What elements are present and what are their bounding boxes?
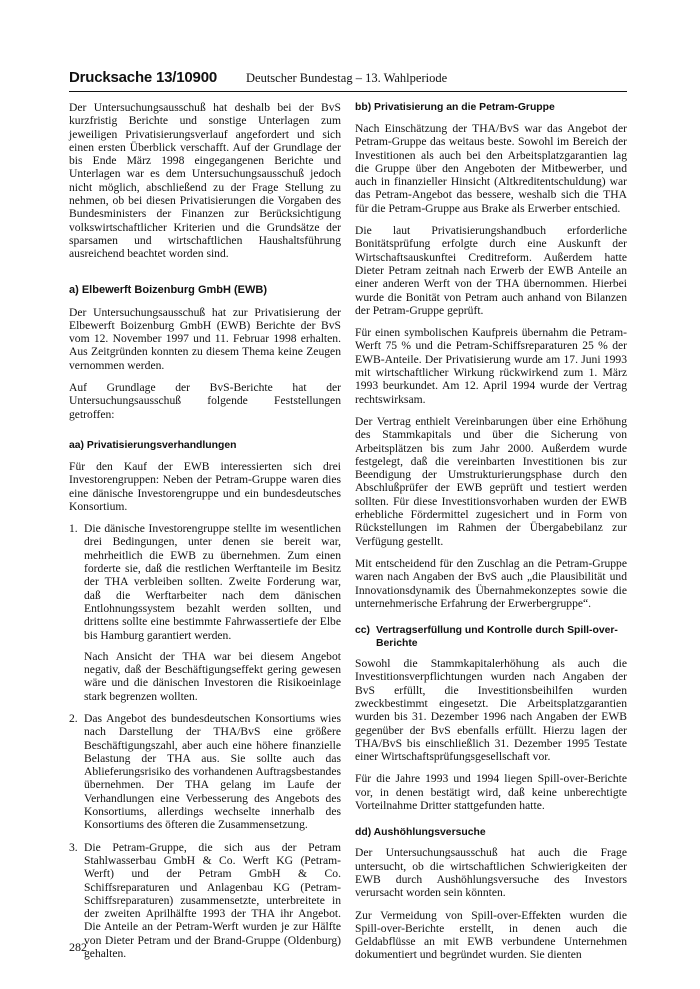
heading-text: Vertragserfüllung und Kontrolle durch Spill-over-Berichte bbox=[376, 625, 618, 650]
section-heading-ewb: a) Elbewerft Boizenburg GmbH (EWB) bbox=[69, 283, 267, 296]
investor-list bbox=[69, 522, 341, 960]
page-header bbox=[69, 69, 627, 89]
list-item bbox=[69, 841, 341, 961]
paragraph: Das Angebot des bundesdeutschen Konsortiums wies nach Darstellung der THA/BvS eine größere Beschäftigungszahl, aber auch eine höhere finanzielle Belastung der THA aus. Sie sollte auch das Ablieferungsrisiko des vorhandenen Auftragsbestandes übernehmen. Der THA gelang im Laufe der Verhandlungen eine Verbesserung des Angebots des Konsortiums, allerdings wechselte innerhalb des Konsortiums des öfteren die Zusammensetzung. bbox=[84, 711, 341, 832]
right-column bbox=[355, 101, 627, 971]
subsection-heading-aa: aa) Privatisierungsverhandlungen bbox=[69, 439, 237, 451]
paragraph: Für die Jahre 1993 und 1994 liegen Spill-over-Berichte vor, in denen bestätigt wird, daß keine unberechtigte Vorteilnahme Dritter stattgefunden hatte. bbox=[355, 772, 627, 813]
paragraph: Für den Kauf der EWB interessierten sich drei Investorengruppen: Neben der Petram-Gruppe waren dies eine dänische Investorengruppe und ein bundesdeutsches Konsortium. bbox=[69, 459, 341, 513]
list-item-body bbox=[84, 712, 341, 832]
paragraph: Der Vertrag enthielt Vereinbarungen über eine Erhöhung des Stammkapitals und über die Sicherung von Arbeitsplätzen bis zum Jahr 2000. Außerdem wurde festgelegt, daß die vereinbarten Investitionen bis zur Beendigung der Umstrukturierungsphase durch den Abschlußprüfer der EWB geprüft und testiert werden sollten. Für diese Investitionsvorhaben wurden der EWB erhebliche Fördermittel zugesichert und in Form von Rückstellungen im Rahmen der Übergabebilanz zur Verfügung gestellt. bbox=[355, 414, 627, 548]
header-rule bbox=[69, 91, 627, 92]
subsection-heading-bb: bb) Privatisierung an die Petram-Gruppe bbox=[355, 102, 555, 113]
paragraph: Der Untersuchungsausschuß hat auch die Frage untersucht, ob die wirtschaftlichen Schwierigkeiten der EWB durch Aushöhlungsversuche des Investors verursacht worden sein könnten. bbox=[355, 846, 627, 900]
list-item-body bbox=[84, 522, 341, 703]
paragraph: Für einen symbolischen Kaufpreis übernahm die Petram-Werft 75 % und die Petram-Schiffsreparaturen 25 % der EWB-Anteile. Der Privatisierung wurde am 17. Juni 1993 mit wirtschaftlicher Wirkung rückwirkend zum 1. März 1993 beurkundet. Am 12. April 1994 wurde der Vertrag rechtswirksam. bbox=[355, 326, 627, 406]
paragraph: Auf Grundlage der BvS-Berichte hat der Untersuchungsausschuß folgende Feststellungen getroffen: bbox=[69, 381, 341, 421]
paragraph: Die laut Privatisierungshandbuch erforderliche Bonitätsprüfung erfolgte durch eine Auskunft der Wirtschaftsauskunftei Creditreform. Außerdem hatte Dieter Petram zeitnah nach Erwerb der EWB Anteile an einer anderen Werft von der THA übernommen. Hierbei wurde die Bonität von Petram auch anhand von Bilanzen der Petram-Gruppe geprüft. bbox=[355, 224, 627, 317]
paragraph: Sowohl die Stammkapitalerhöhung als auch die Investitionsverpflichtungen wurden nach Angaben der BvS erfüllt, die Investitionsbeihilfen wurden zweckbestimmt eingesetzt. Die Arbeitsplatzgarantien wurden bis 31. Dezember 1996 nach Angaben der EWB gegenüber der BvS ebenfalls erfüllt. Hierzu lagen der THA/BvS bis einschließlich 31. Dezember 1995 Testate einer Wirtschaftsprüfungsgesellschaft vor. bbox=[355, 657, 627, 764]
list-item bbox=[69, 522, 341, 703]
paragraph: Der Untersuchungsausschuß hat zur Privatisierung der Elbewerft Boizenburg GmbH (EWB) Berichte der BvS vom 12. November 1997 und 11. Februar 1998 erhalten. Aus Zeitgründen konnten zu diesem Thema keine Zeugen vernommen werden. bbox=[69, 305, 341, 372]
list-number: 3. bbox=[69, 840, 78, 854]
paragraph: Nach Einschätzung der THA/BvS war das Angebot der Petram-Gruppe das weitaus beste. Sowohl im Bereich der Investitionen als auch bei den Arbeitsplatzgarantien lag die Gruppe über den Angeboten der Mitbewerber, und auch in finanzieller Hinsicht (Altkreditentschuldung) war das Petram-Angebot das bessere, weshalb sich die THA für die Petram-Gruppe aus Brake als Erwerber entschied. bbox=[355, 122, 627, 215]
header-subtitle: Deutscher Bundestag – 13. Wahlperiode bbox=[246, 71, 448, 85]
list-number: 2. bbox=[69, 711, 78, 725]
paragraph: Die dänische Investorengruppe stellte im wesentlichen drei Bedingungen, unter denen sie bereit war, mehrheitlich die EWB zu übernehmen. Zum einen forderte sie, daß die restlichen Werftanteile im Besitz der THA verbleiben sollten. Zweite Forderung war, daß die Werftarbeiter nach dem dänischen Entlohnungssystem bezahlt werden sollten, und drittens sollte eine bestimmte Fahrwassertiefe der Elbe bis Hamburg garantiert werden. bbox=[84, 522, 341, 642]
paragraph: Mit entscheidend für den Zuschlag an die Petram-Gruppe waren nach Angaben der BvS auch „die Plausibilität und Innovationsdynamik des Übernahmekonzeptes sowie die unternehmerische Erfahrung der Erwerbergruppe“. bbox=[355, 556, 627, 610]
list-item bbox=[69, 712, 341, 832]
list-item-body bbox=[84, 841, 341, 961]
paragraph: Die Petram-Gruppe, die sich aus der Petram Stahlwasserbau GmbH & Co. Werft KG (Petram-Werft) und der Petram GmbH & Co. Schiffsreparaturen und Anlagenbau KG (Petram-Schiffsreparaturen) zusammensetzte, unterbreitete in der zweiten Aprilhälfte 1993 der THA ihr Angebot. Die Anteile an der Petram-Werft wurden je zur Hälfte von Dieter Petram und der Brand-Gruppe (Oldenburg) gehalten. bbox=[84, 840, 341, 961]
subsection-heading-cc bbox=[355, 624, 627, 650]
left-column bbox=[69, 101, 341, 969]
paragraph: Zur Vermeidung von Spill-over-Effekten wurden die Spill-over-Berichte erstellt, in denen auch die Geldabflüsse an mit EWB verbundene Unternehmen dokumentiert und begründet wurden. Sie dienten bbox=[355, 908, 627, 962]
list-number: 1. bbox=[69, 522, 78, 536]
intro-paragraph: Der Untersuchungsausschuß hat deshalb bei der BvS kurzfristig Berichte und sonstige Unterlagen zum jeweiligen Privatisierungsverlauf angefordert und sich einen ersten Überblick verschafft. Auf der Grundlage der bis Ende März 1998 eingegangenen Berichte und Unterlagen war es dem Untersuchungsausschuß jedoch nicht möglich, abschließend zu der Frage Stellung zu nehmen, ob bei diesen Privatisierungen die Vorgaben des Bundesministers der Finanzen zur Berücksichtigung volkswirtschaftlicher Kriterien und die Grundsätze der sparsamen und wirtschaftlichen Haushaltsführung ausreichend beachtet worden sind. bbox=[69, 101, 341, 261]
page-number: 282 bbox=[69, 940, 87, 954]
subsection-heading-dd: dd) Aushöhlungsversuche bbox=[355, 827, 486, 839]
paragraph: Nach Ansicht der THA war bei diesem Angebot negativ, daß der Beschäftigungseffekt gering gewesen wäre und die dänischen Investoren die Risikoeinlage stark begrenzen wollten. bbox=[84, 649, 341, 703]
drucksache-number: Drucksache 13/10900 bbox=[69, 69, 217, 86]
heading-label: cc) bbox=[355, 625, 371, 637]
